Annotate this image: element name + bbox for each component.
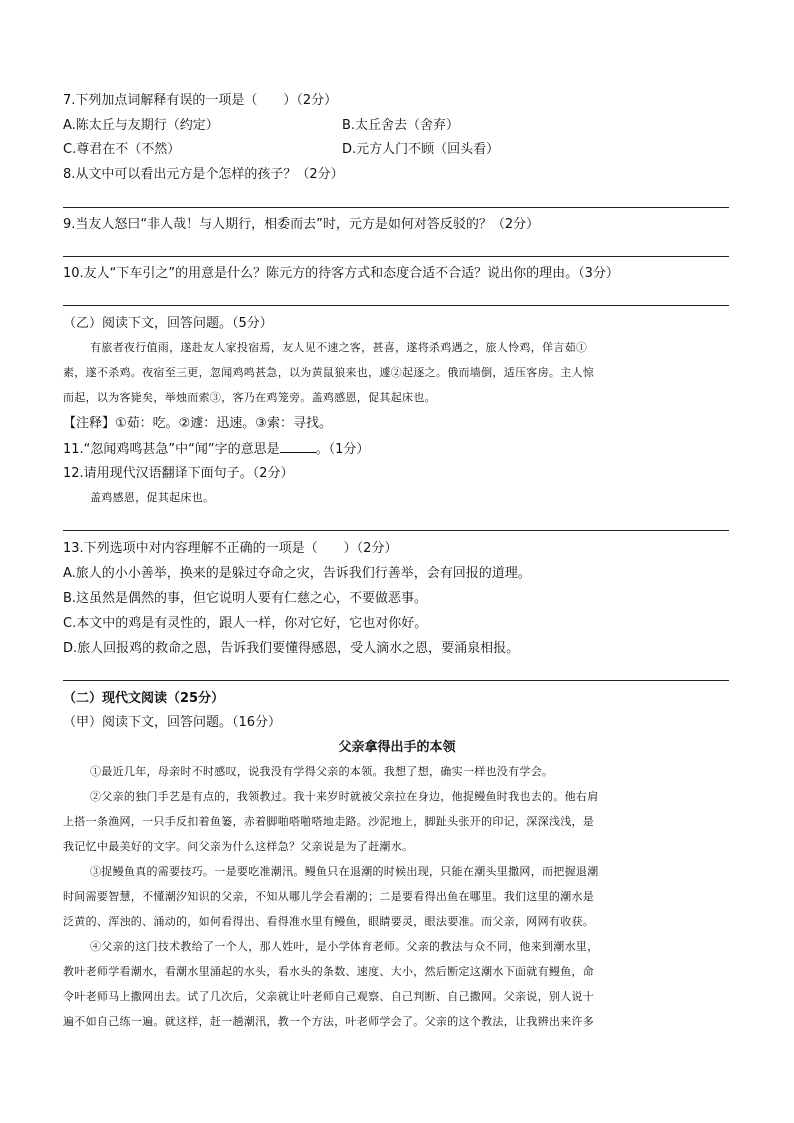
article-line: ①最近几年，母亲时不时感叹，说我没有学得父亲的本领。我想了想，确实一样也没有学会。 xyxy=(90,765,554,778)
q11-stem xyxy=(63,440,369,459)
answer-line-q10 xyxy=(63,305,729,306)
article-line: 令叶老师马上撒网出去。试了几次后，父亲就让叶老师自己观察、自己判断、自己撒网。父亲说，别人说十 xyxy=(63,990,595,1003)
answer-line-q9 xyxy=(63,256,729,257)
article-title: 父亲拿得出手的本领 xyxy=(338,740,456,755)
q10-stem: 10.友人“下车引之”的用意是什么？陈元方的待客方式和态度合适不合适？说出你的理由。（3分） xyxy=(63,266,619,281)
article-line: 时间需要智慧，不懂潮汐知识的父亲，不知从哪儿学会看潮的；二是要看得出鱼在哪里。我们这里的潮水是 xyxy=(63,890,595,903)
article-line: 我记忆中最美好的文字。问父亲为什么这样急？父亲说是为了赶潮水。 xyxy=(63,840,414,853)
article-line: 遍不如自己练一遍。就这样，赶一趟潮汛，教一个方法，叶老师学会了。父亲的这个教法，让我辨出来许多 xyxy=(63,1015,595,1028)
yi-heading: （乙）阅读下文，回答问题。（5分） xyxy=(63,316,273,331)
answer-line-q8 xyxy=(63,207,729,208)
q8-stem: 8.从文中可以看出元方是个怎样的孩子？（2分） xyxy=(63,167,344,182)
answer-line-q12 xyxy=(63,530,729,531)
article-line: ②父亲的独门手艺是有点的，我领教过。我十来岁时就被父亲拉在身边，他捉鳗鱼时我也去的。他右肩 xyxy=(90,790,599,803)
annotation-note: 【注释】①茹：吃。②遽：迅速。③索：寻找。 xyxy=(63,416,332,431)
q13-option-b: B.这虽然是偶然的事，但它说明人要有仁慈之心，不要做恶事。 xyxy=(63,591,428,606)
classical-text-line-2: 素，遂不杀鸡。夜宿至三更，忽闻鸡鸣甚急，以为黄鼠狼来也，遽②起逐之。俄而墙倒，适压客房。主人惊 xyxy=(63,366,595,379)
classical-text-line-1: 有旅者夜行值雨，遂赴友人家投宿焉，友人见不速之客，甚喜，遂将杀鸡遇之，旅人怜鸡，佯言茹① xyxy=(90,341,588,354)
q13-option-c: C.本文中的鸡是有灵性的，跟人一样，你对它好，它也对你好。 xyxy=(63,616,428,631)
q7-option-b: B.太丘舍去（舍弃） xyxy=(342,118,460,133)
q13-stem: 13.下列选项中对内容理解不正确的一项是（ ）（2分） xyxy=(63,541,398,556)
article-line: 泛黄的、浑浊的、涌动的，如何看得出、看得准水里有鳗鱼，眼睛要灵，眼法要准。而父亲，网网有收获。 xyxy=(63,915,595,928)
modern-section-heading: （二）现代文阅读（25分） xyxy=(63,691,225,706)
q9-stem: 9.当友人怒曰“非人哉！与人期行，相委而去”时，元方是如何对答反驳的？（2分） xyxy=(63,217,540,232)
q7-option-a: A.陈太丘与友期行（约定） xyxy=(63,118,219,133)
q7-option-c: C.尊君在不（不然） xyxy=(63,142,181,157)
section-divider xyxy=(63,680,729,681)
q7-stem: 7.下列加点词解释有误的一项是（ ）（2分） xyxy=(63,93,338,108)
jia-heading: （甲）阅读下文，回答问题。（16分） xyxy=(63,715,282,730)
q11-blank[interactable] xyxy=(280,440,316,453)
article-line: ③捉鳗鱼真的需要技巧。一是要吃准潮汛。鳗鱼只在退潮的时候出现，只能在潮头里撒网，而把握退潮 xyxy=(90,865,599,878)
q12-sentence: 盖鸡感恩，促其起床也。 xyxy=(90,491,215,504)
q12-stem: 12.请用现代汉语翻译下面句子。（2分） xyxy=(63,466,294,481)
q11-text-after: 。（1分） xyxy=(315,442,370,457)
classical-text-line-3: 而起，以为客毙矣，举烛而索③，客乃在鸡笼旁。盖鸡感恩，促其起床也。 xyxy=(63,391,436,404)
article-line: 上搭一条渔网，一只手反扣着鱼篓，赤着脚啪嗒啪嗒地走路。沙泥地上，脚趾头张开的印记，深深浅浅，是 xyxy=(63,815,595,828)
article-line: ④父亲的这门技术教给了一个人，那人姓叶，是小学体育老师。父亲的教法与众不同，他来到潮水里， xyxy=(90,940,599,953)
article-line: 教叶老师学看潮水，看潮水里涌起的水头，看水头的条数、速度、大小，然后断定这潮水下面就有鳗鱼，命 xyxy=(63,965,595,978)
q11-text-before: 11.“忽闻鸡鸣甚急”中“闻”字的意思是 xyxy=(63,442,280,457)
q13-option-a: A.旅人的小小善举，换来的是躲过夺命之灾，告诉我们行善举，会有回报的道理。 xyxy=(63,566,531,581)
q13-option-d: D.旅人回报鸡的救命之恩，告诉我们要懂得感恩，受人滴水之恩，要涌泉相报。 xyxy=(63,641,520,656)
q7-option-d: D.元方人门不顾（回头看） xyxy=(342,142,500,157)
